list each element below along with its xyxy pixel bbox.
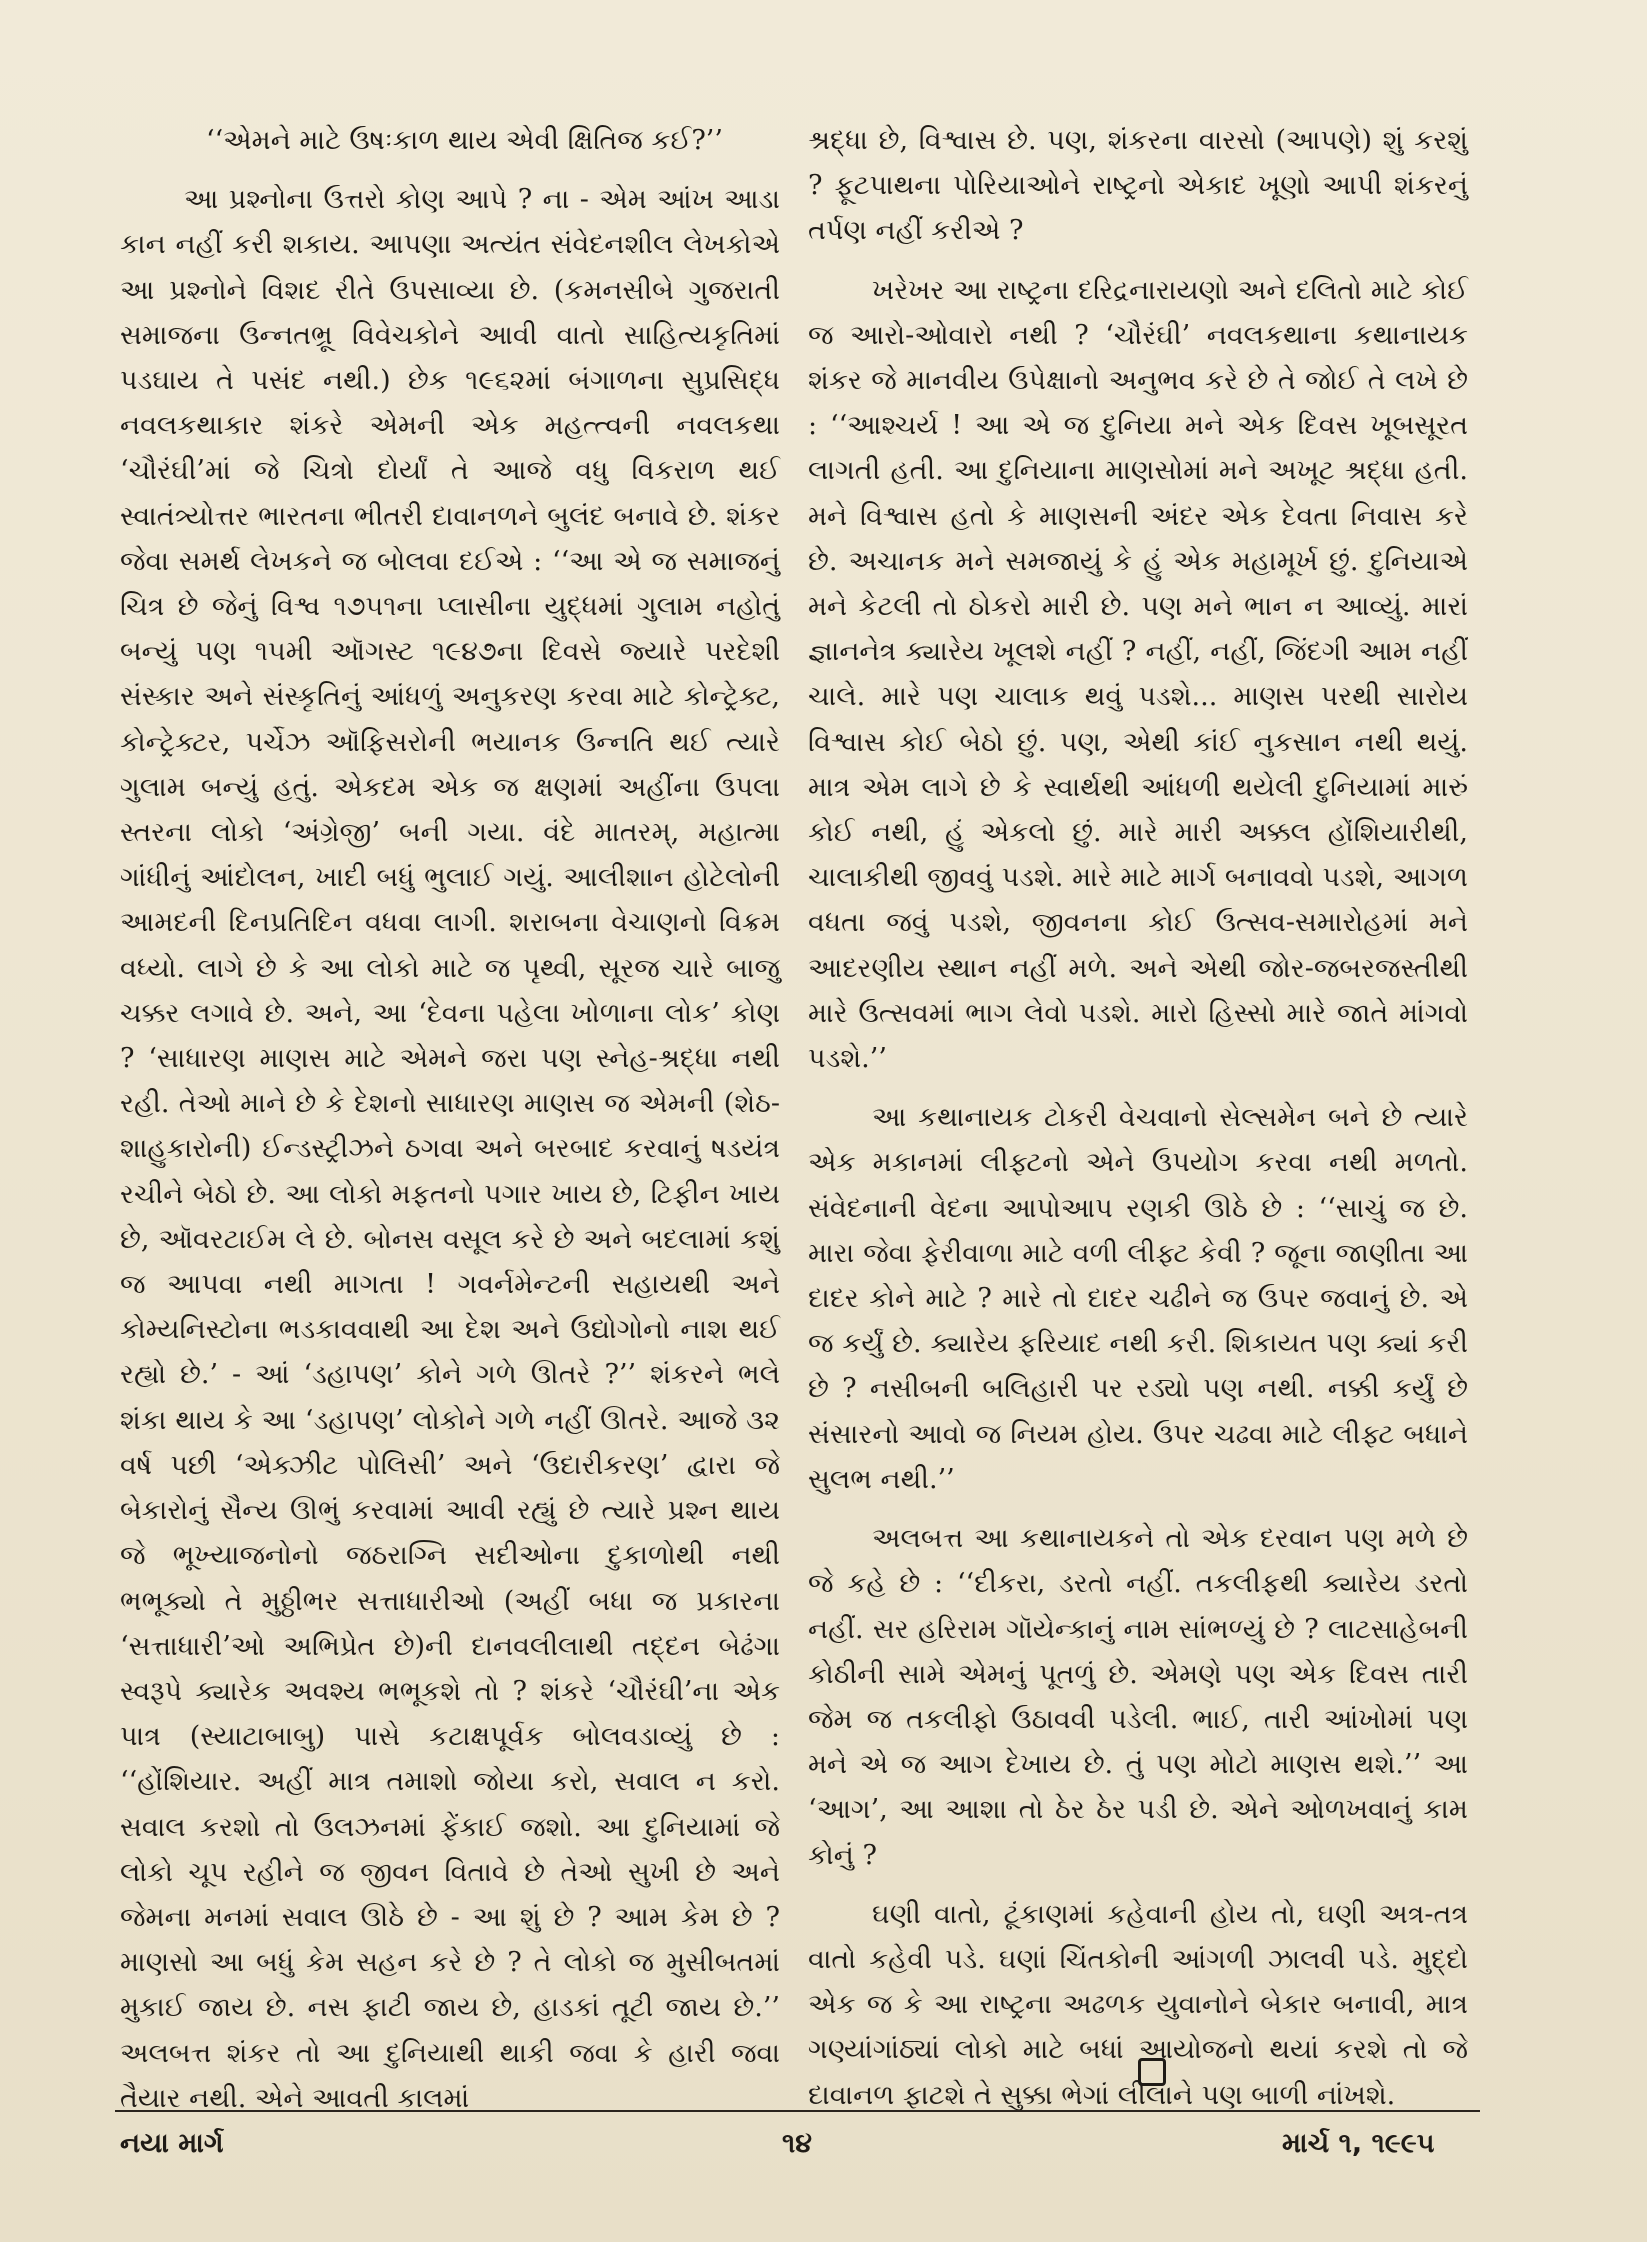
paragraph-conclusion: ઘણી વાતો, ટૂંકાણમાં કહેવાની હોય તો, ઘણી અત્ર-તત્ર વાતો કહેવી પડે. ઘણાં ચિંતકોની આંગળી ઝાલવી પડે. મુદ્દો એક જ કે આ રાષ્ટ્રના અઢળક યુવાનોને બેકાર બનાવી, માત્ર ગણ્યાંગાંઠ્યાં લોકો માટે બધાં આયોજનો થયાં કરશે તો જે દાવાનળ ફાટશે તે સુક્કા ભેગાં લીલાને પણ બાળી નાંખશે.: [808, 1898, 1468, 2111]
paragraph-continuation: શ્રદ્ધા છે, વિશ્વાસ છે. પણ, શંકરના વારસો (આપણે) શું કરશું ? ફૂટપાથના પોરિયાઓને રાષ્ટ્રનો એકાદ ખૂણો આપી શંકરનું તર્પણ નહીં કરીએ ?: [808, 125, 1468, 247]
footer-rule: [115, 2110, 1480, 2112]
right-text-column: [808, 118, 1468, 2118]
paragraph-poor-and-dalits: ખરેખર આ રાષ્ટ્રના દરિદ્રનારાયણો અને દલિતો માટે કોઈ જ આરો-ઓવારો નથી ? ‘ચૌરંઘી’ નવલકથાના કથાનાયક શંકર જે માનવીય ઉપેક્ષાનો અનુભવ કરે છે તે જોઈ તે લખે છે : ‘‘આશ્ચર્ય ! આ એ જ દુનિયા મને એક દિવસ ખૂબસૂરત લાગતી હતી. આ દુનિયાના માણસોમાં મને અખૂટ શ્રદ્ધા હતી. મને વિશ્વાસ હતો કે માણસની અંદર એક દેવતા નિવાસ કરે છે. અચાનક મને સમજાયું કે હું એક મહામૂર્ખ છું. દુનિયાએ મને કેટલી તો ઠોકરો મારી છે. પણ મને ભાન ન આવ્યું. મારાં જ્ઞાનનેત્ર ક્યારેય ખૂલશે નહીં ? નહીં, નહીં, જિંદગી આમ નહીં ચાલે. મારે પણ ચાલાક થવું પડશે... માણસ પરથી સારોય વિશ્વાસ કોઈ બેઠો છું. પણ, એથી કાંઈ નુકસાન નથી થયું. માત્ર એમ લાગે છે કે સ્વાર્થથી આંધળી થયેલી દુનિયામાં મારું કોઈ નથી, હું એકલો છું. મારે મારી અક્કલ હોંશિયારીથી, ચાલાકીથી જીવવું પડશે. મારે માટે માર્ગ બનાવવો પડશે, આગળ વધતા જવું પડશે, જીવનના કોઈ ઉત્સવ-સમારોહમાં મને આદરણીય સ્થાન નહીં મળે. અને એથી જોર-જબરજસ્તીથી મારે ઉત્સવમાં ભાગ લેવો પડશે. મારો હિસ્સો મારે જાતે માંગવો પડશે.’’: [808, 274, 1468, 1075]
paragraph-question-quote: ‘‘એમને માટે ઉષઃકાળ થાય એવી ક્ષિતિજ કઈ?’’: [206, 125, 723, 156]
footer-issue-date: માર્ચ ૧, ૧૯૯૫: [1282, 2128, 1435, 2159]
footer-page-number: ૧૪: [782, 2128, 812, 2159]
end-of-article-square-icon: [1138, 2058, 1166, 2086]
footer-publication-name: નયા માર્ગ: [120, 2128, 224, 2159]
left-text-column: [120, 118, 780, 2121]
paragraph-salesman-lift: આ કથાનાયક ટોકરી વેચવાનો સેલ્સમેન બને છે ત્યારે એક મકાનમાં લીફ્ટનો એને ઉપયોગ કરવા નથી મળતો. સંવેદનાની વેદના આપોઆપ રણકી ઊઠે છે : ‘‘સાચું જ છે. મારા જેવા ફેરીવાળા માટે વળી લીફ્ટ કેવી ? જૂના જાણીતા આ દાદર કોને માટે ? મારે તો દાદર ચઢીને જ ઉપર જવાનું છે. એ જ કર્યું છે. ક્યારેય ફરિયાદ નથી કરી. શિકાયત પણ ક્યાં કરી છે ? નસીબની બલિહારી પર રડ્યો પણ નથી. નક્કી કર્યું છે સંસારનો આવો જ નિયમ હોય. ઉપર ચઢવા માટે લીફ્ટ બધાને સુલભ નથી.’’: [808, 1102, 1468, 1495]
paragraph-answers: આ પ્રશ્નોના ઉત્તરો કોણ આપે ? ના - એમ આંખ આડા કાન નહીં કરી શકાય. આપણા અત્યંત સંવેદનશીલ લેખકોએ આ પ્રશ્નોને વિશદ રીતે ઉપસાવ્યા છે. (કમનસીબે ગુજરાતી સમાજના ઉન્નતભ્રૂ વિવેચકોને આવી વાતો સાહિત્યકૃતિમાં પડઘાય તે પસંદ નથી.) છેક ૧૯૬૨માં બંગાળના સુપ્રસિદ્ધ નવલકથાકાર શંકરે એમની એક મહત્ત્વની નવલકથા ‘ચૌરંઘી’માં જે ચિત્રો દોર્યાં તે આજે વધુ વિકરાળ થઈ સ્વાતંત્ર્યોત્તર ભારતના ભીતરી દાવાનળને બુલંદ બનાવે છે. શંકર જેવા સમર્થ લેખકને જ બોલવા દઈએ : ‘‘આ એ જ સમાજનું ચિત્ર છે જેનું વિશ્વ ૧૭૫૧ના પ્લાસીના યુદ્ધમાં ગુલામ નહોતું બન્યું પણ ૧૫મી ઑગસ્ટ ૧૯૪૭ના દિવસે જ્યારે પરદેશી સંસ્કાર અને સંસ્કૃતિનું આંધળું અનુકરણ કરવા માટે કોન્ટ્રેક્ટ, કોન્ટ્રેક્ટર, પર્ચેઝ ઑફિસરોની ભયાનક ઉન્નતિ થઈ ત્યારે ગુલામ બન્યું હતું. એકદમ એક જ ક્ષણમાં અહીંના ઉપલા સ્તરના લોકો ‘અંગ્રેજી’ બની ગયા. વંદે માતરમ્, મહાત્મા ગાંધીનું આંદોલન, ખાદી બધું ભુલાઈ ગયું. આલીશાન હોટેલોની આમદની દિનપ્રતિદિન વધવા લાગી. શરાબના વેચાણનો વિક્રમ વધ્યો. લાગે છે કે આ લોકો માટે જ પૃથ્વી, સૂરજ ચારે બાજુ ચક્કર લગાવે છે. અને, આ ‘દેવના પહેલા ખોળાના લોક’ કોણ ? ‘સાધારણ માણસ માટે એમને જરા પણ સ્નેહ-શ્રદ્ધા નથી રહી. તેઓ માને છે કે દેશનો સાધારણ માણસ જ એમની (શેઠ-શાહુકારોની) ઈન્ડસ્ટ્રીઝને ઠગવા અને બરબાદ કરવાનું ષડયંત્ર રચીને બેઠો છે. આ લોકો મફતનો પગાર ખાય છે, ટિફીન ખાય છે, ઑવરટાઈમ લે છે. બોનસ વસૂલ કરે છે અને બદલામાં કશું જ આપવા નથી માગતા ! ગવર્નમેન્ટની સહાયથી અને કોમ્યનિસ્ટોના ભડકાવવાથી આ દેશ અને ઉદ્યોગોનો નાશ થઈ રહ્યો છે.’ - આં ‘ડહાપણ’ કોને ગળે ઊતરે ?’’ શંકરને ભલે શંકા થાય કે આ ‘ડહાપણ’ લોકોને ગળે નહીં ઊતરે. આજે ૩૨ વર્ષ પછી ‘એક્ઝીટ પોલિસી’ અને ‘ઉદારીકરણ’ દ્વારા જે બેકારોનું સૈન્ય ઊભું કરવામાં આવી રહ્યું છે ત્યારે પ્રશ્ન થાય જે ભૂખ્યાજનોનો જઠરાગ્નિ સદીઓના દુકાળોથી નથી ભભૂક્યો તે મુઠ્ઠીભર સત્તાધારીઓ (અહીં બધા જ પ્રકારના ‘સત્તાધારી’ઓ અભિપ્રેત છે)ની દાનવલીલાથી તદ્દન બેઢંગા સ્વરૂપે ક્યારેક અવશ્ય ભભૂકશે તો ? શંકરે ‘ચૌરંઘી’ના એક પાત્ર (સ્યાટાબાબુ) પાસે કટાક્ષપૂર્વક બોલવડાવ્યું છે : ‘‘હોંશિયાર. અહીં માત્ર તમાશો જોયા કરો, સવાલ ન કરો. સવાલ કરશો તો ઉલઝનમાં ફેંકાઈ જશો. આ દુનિયામાં જે લોકો ચૂપ રહીને જ જીવન વિતાવે છે તેઓ સુખી છે અને જેમના મનમાં સવાલ ઊઠે છે - આ શું છે ? આમ કેમ છે ? માણસો આ બધું કેમ સહન કરે છે ? તે લોકો જ મુસીબતમાં મુકાઈ જાય છે. નસ ફાટી જાય છે, હાડકાં તૂટી જાય છે.’’ અલબત્ત શંકર તો આ દુનિયાથી થાકી જવા કે હારી જવા તૈયાર નથી. એને આવતી કાલમાં: [120, 184, 780, 2114]
paragraph-doorman: અલબત્ત આ કથાનાયકને તો એક દરવાન પણ મળે છે જે કહે છે : ‘‘દીકરા, ડરતો નહીં. તકલીફથી ક્યારેય ડરતો નહીં. સર હરિરામ ગૉયેન્કાનું નામ સાંભળ્યું છે ? લાટસાહેબની કોઠીની સામે એમનું પૂતળું છે. એમણે પણ એક દિવસ તારી જેમ જ તકલીફો ઉઠાવવી પડેલી. ભાઈ, તારી આંખોમાં પણ મને એ જ આગ દેખાય છે. તું પણ મોટો માણસ થશે.’’ આ ‘આગ’, આ આશા તો ઠેર ઠેર પડી છે. એને ઓળખવાનું કામ કોનું ?: [808, 1523, 1468, 1871]
